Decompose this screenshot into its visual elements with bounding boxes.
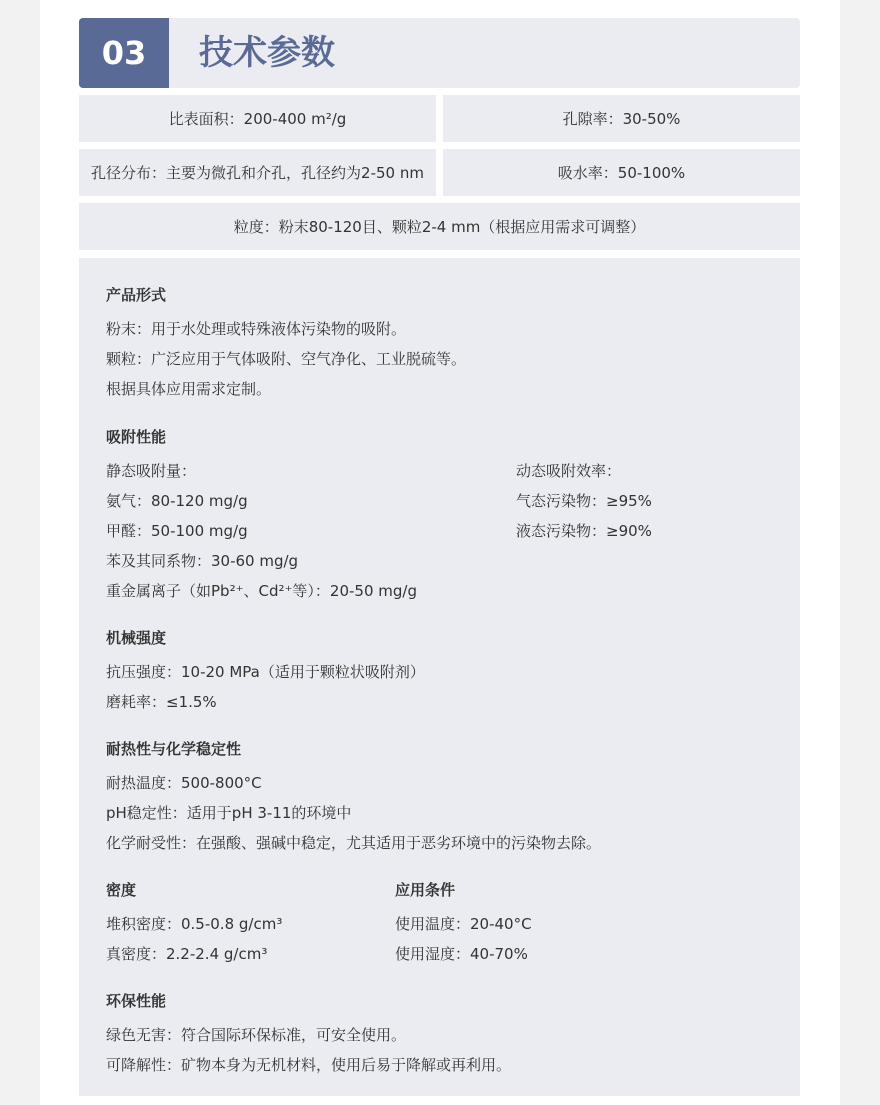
thermal-heading: 耐热性与化学稳定性: [106, 740, 242, 758]
conditions-line: 使用湿度：40-70%: [395, 945, 528, 963]
eco-heading: 环保性能: [106, 992, 167, 1010]
param-water-absorption: 吸水率：50-100%: [443, 149, 800, 196]
product-form-line: 颗粒：广泛应用于气体吸附、空气净化、工业脱硫等。: [106, 350, 467, 368]
adsorption-dynamic-line: 液态污染物：≥90%: [516, 522, 652, 540]
section-header: [79, 18, 800, 88]
thermal-line: 耐热温度：500-800°C: [106, 774, 262, 792]
section-number: 03: [79, 18, 169, 88]
eco-line: 可降解性：矿物本身为无机材料，使用后易于降解或再利用。: [106, 1056, 512, 1074]
conditions-line: 使用温度：20-40°C: [395, 915, 532, 933]
adsorption-static-line: 甲醛：50-100 mg/g: [106, 522, 248, 540]
conditions-heading: 应用条件: [395, 881, 456, 899]
adsorption-static-line: 重金属离子（如Pb²⁺、Cd²⁺等）：20-50 mg/g: [106, 582, 417, 600]
mechanical-line: 磨耗率：≤1.5%: [106, 693, 217, 711]
param-porosity: 孔隙率：30-50%: [443, 95, 800, 142]
adsorption-dynamic-line: 动态吸附效率：: [516, 462, 622, 480]
param-pore-distribution: 孔径分布：主要为微孔和介孔，孔径约为2-50 nm: [79, 149, 436, 196]
density-heading: 密度: [106, 881, 137, 899]
section-title: 技术参数: [199, 33, 335, 73]
density-line: 真密度：2.2-2.4 g/cm³: [106, 945, 268, 963]
mechanical-heading: 机械强度: [106, 629, 167, 647]
param-surface-area: 比表面积：200-400 m²/g: [79, 95, 436, 142]
eco-line: 绿色无害：符合国际环保标准，可安全使用。: [106, 1026, 407, 1044]
adsorption-static-line: 静态吸附量：: [106, 462, 197, 480]
adsorption-dynamic-line: 气态污染物：≥95%: [516, 492, 652, 510]
product-form-line: 粉末：用于水处理或特殊液体污染物的吸附。: [106, 320, 407, 338]
adsorption-static-line: 氨气：80-120 mg/g: [106, 492, 248, 510]
param-particle-size: 粒度：粉末80-120目、颗粒2-4 mm（根据应用需求可调整）: [79, 203, 800, 250]
density-line: 堆积密度：0.5-0.8 g/cm³: [106, 915, 283, 933]
adsorption-heading: 吸附性能: [106, 428, 167, 446]
thermal-line: pH稳定性：适用于pH 3-11的环境中: [106, 804, 352, 822]
product-form-heading: 产品形式: [106, 286, 167, 304]
mechanical-line: 抗压强度：10-20 MPa（适用于颗粒状吸附剂）: [106, 663, 425, 681]
adsorption-static-line: 苯及其同系物：30-60 mg/g: [106, 552, 299, 570]
thermal-line: 化学耐受性：在强酸、强碱中稳定，尤其适用于恶劣环境中的污染物去除。: [106, 834, 602, 852]
product-form-line: 根据具体应用需求定制。: [106, 380, 272, 398]
